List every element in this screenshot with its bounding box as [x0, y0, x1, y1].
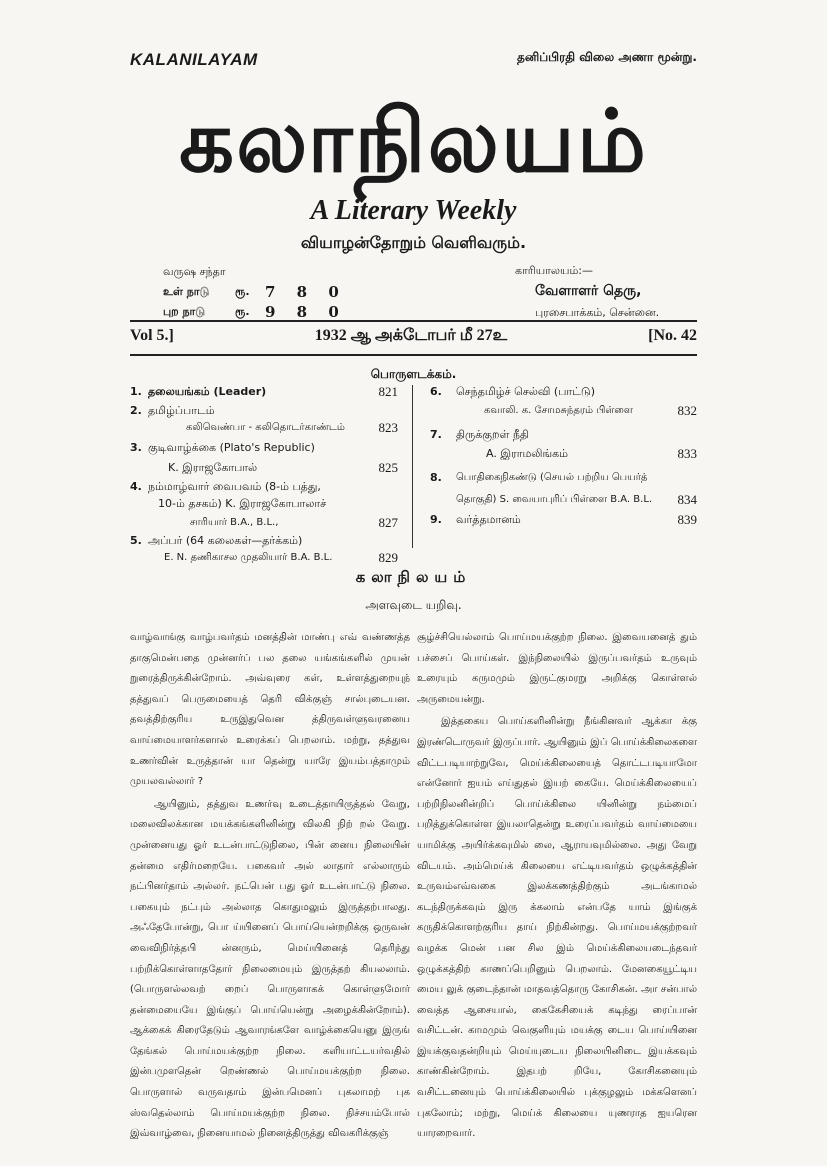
subscription-value: 9 8 0 — [265, 303, 347, 321]
issue-date: 1932 ஆ அக்டோபர் மீ 27உ — [314, 327, 508, 344]
section-title: கலாநிலயம் — [355, 568, 472, 586]
toc-page: 827 — [378, 515, 398, 530]
brand-name: KALANILAYAM — [130, 50, 258, 69]
toc-number: 2. — [130, 404, 142, 417]
toc-text: தலையங்கம் (Leader) — [148, 385, 267, 398]
toc-page: 834 — [677, 492, 697, 507]
article-paragraph: ஆயினும், தத்துவ உணர்வு உடைத்தாயிருத்தல் வேறு, மலைவிலக்கான மயக்கங்களினின்று விலகி நிற் றல் வேறு. முன்னையது ஓர் உடன்பாட்டுநிலை, பின் னைய நிலையின் தன்மை எதிர்மறையே. பகைவர் அல் லாதார் எல்லாரும் நட்பினர்தாம் அல்லர். நட்பென் பது ஓர் உடன்பாட்டு நிலை. பகையும் நட்பும் அல்லாத கொதுமலும் இருத்தற்பாலது. அஃதேபோன்று, பொ ய்யினைப் பொய்யென்றறிக்கு ஒருவன் வைவிநிர்த்தபி ன்னரும், மெய்யினைத் தெரிந்து பற்றிக்கொள்ளாததோர் நிலைமையும் இருத்தற் கியலலாம். (பொருளல்லவற் றைப் பொருளாகக் கொள்ளுமோர் தன்மையையே இங்குப் பொய்யென்று அழைக்கின்றோம்). ஆக்கைக் கிரைதேடும் ஆவாரங்களே வாழ்க்கையெனு இருங் தேங்கல் பொய்மயக்குற்ற நிலை. களியாட்டயர்வதில் இன்பமுளதென் றெண்ணல் பொய்மயக்குற்ற நிலை. பொருளால் வருவதாம் இன்பமெனப் புகலாமற் புக ஸ்வதெல்லாம் பொய்மயக்குற்ற நிலை. நிச்சயம்போல் இவ்வாழ்வை, நினையாமல் நினைத்திருத்து விவகரிக்குஞ் — [130, 798, 410, 1140]
price-note: தனிப்பிரதி விலை அணா மூன்று. — [517, 50, 697, 64]
subscription-row — [163, 302, 347, 322]
subscription-region: புற நாடு — [163, 305, 206, 318]
toc-text: திருக்குறள் நீதி — [456, 428, 529, 441]
subscription-currency: ரூ. — [235, 285, 250, 298]
toc-text: வர்த்தமானம் — [456, 513, 521, 526]
toc-page: 839 — [677, 512, 697, 527]
toc-entry — [430, 511, 697, 528]
office-area: புரசைபாக்கம், சென்னை. — [535, 306, 660, 319]
toc-entry — [130, 383, 400, 400]
toc-entry — [430, 469, 697, 508]
toc-text: அப்பர் (64 கலைகள்—தர்க்கம்) — [148, 534, 303, 547]
issue-volume: Vol 5.] — [130, 327, 174, 344]
office-street: வேளாளர் தெரு, — [535, 283, 642, 299]
toc-text: நம்மாழ்வார் வைபவம் (8-ம் பத்து, — [148, 480, 321, 493]
toc-text: K. இராஜகோபால் — [168, 461, 258, 474]
toc-page: 832 — [677, 403, 697, 418]
article-title: அளவுடை யறிவு. — [365, 598, 462, 612]
toc-number: 1. — [130, 385, 142, 398]
toc-text: சாரியார் B.A., B.L., — [190, 517, 279, 528]
toc-page: 825 — [378, 460, 398, 475]
subscription-currency: ரூ. — [235, 305, 250, 318]
toc-text: கவாலி. க. சோமசுந்தரம் பிள்ளை — [484, 405, 633, 416]
toc-number: 4. — [130, 480, 142, 493]
toc-number: 5. — [130, 534, 142, 547]
article-right-column — [417, 628, 697, 1145]
toc-entry — [130, 439, 400, 476]
toc-page: 821 — [378, 384, 398, 399]
subscription-value: 7 8 0 — [265, 283, 347, 301]
toc-entry — [130, 402, 400, 436]
toc-page: 829 — [378, 550, 398, 565]
subscription-region: உள் நாடு — [163, 285, 210, 298]
masthead-title: கலாநிலயம் — [179, 92, 648, 192]
toc-text: E. N. தணிகாசல முதலியார் B.A. B.L. — [164, 552, 333, 563]
toc-text: பொதிகைநிகண்டு (செயல் பற்றிய பெயர்த் — [456, 472, 648, 483]
article-left-column — [130, 628, 410, 1145]
issue-number: [No. 42 — [648, 327, 697, 344]
toc-number: 8. — [430, 471, 442, 484]
toc-text: கலிவெண்பா - கலிதொடர்காண்டம் — [186, 422, 345, 433]
toc-text: செந்தமிழ்ச் செல்வி (பாட்டு) — [456, 385, 596, 398]
toc-entry — [130, 532, 400, 566]
bottom-rule — [130, 354, 697, 356]
issue-bar — [130, 326, 697, 346]
office-address — [515, 260, 659, 323]
toc-number: 3. — [130, 441, 142, 454]
top-rule — [130, 320, 697, 322]
toc-entry — [430, 383, 697, 419]
toc-number: 7. — [430, 428, 442, 441]
article-paragraph: சூழ்ச்சியெல்லாம் பொய்மயக்குற்ற நிலை. இவையனைத் தும் பச்சைப் பொய்கள். இந்நிலையில் இருப்பவர்தம் உருவும் உரையும் கருமமும் இருட்குமரறு அறிக்கு கொள்ளல் அருமையன்று. — [417, 632, 697, 705]
subscription-label: வருஷ சந்தா — [163, 265, 226, 278]
toc-text: தொகுதி) S. வையாபுரிப் பிள்ளை B.A. B.L. — [456, 494, 653, 505]
masthead-subtitle: A Literary Weekly — [310, 195, 517, 226]
subscription-row — [163, 282, 347, 302]
toc-text: A. இராமலிங்கம் — [486, 447, 569, 460]
article-paragraph: இத்தகைய பொய்களினின்று நீங்கினவர் ஆக்கா க்கு இரண்டொருவர் இருப்பார். ஆயினும் இப் பொய்க்கிலைகளை விட்டபடியாற்றுவே, மெய்க்கிலையைத் தொட்டபடியாமோ என்னோர் ஐயம் எய்துதல் இயற் கையே. மெய்க்கிலையைப் பற்றிநிலனின்றிப் பொய்க்கிலை யினின்று நம்மைப் பறித்துக்கொள்ள இயலாதென்று உரைப்பவர்தம் வாய்மையை யாமிக்கு அயிர்க்கவுமில் லை, ஆராயவுமில்லை. அது வேறு விடயம். அம்மெய்க் கிலையை எட்டியவர்தம் ஒழுக்கத்தின் உருவம்எவ்வகை இலக்கணத்திற்கும் அடங்காமல் கடந்திருக்கவும் இரு க்கலாம் என்பதே யாம் இங்குக் கருதிக்கொளற்குரிய தாய் நிற்கின்றது. பொய்மயக்குற்றவர் வழக்க மென் பன சில இம் மெய்க்கிலையடைந்தவர் ஒழுக்கத்திற் காணப்பெறினும் பெறலாம். மேனகையூட்டிய மைய லுக் குடைந்தான் மாதவத்தொரு கோசிகன். அா சன்பால் வைத்த ஆசையால், கைகேசியைக் கடிந்து ரைப்பான் வசிட்டன். காமமும் வெகுளியும் மயக்கு டைய பொய்யினை இயக்குவதன்றியும் மெய்யுடைய நிலையினிடை இயக்கவும் காண்கின்றோம். இதபற் றியே, கோசிகனையும் வசிட்டனையும் பொய்க்கிலையில் புக்குழலும் மக்களெனப் புகலோம்; மற்று, மெய்க் கிலையை யுணராத ஐயரென யாரறைவார். — [417, 716, 697, 1140]
toc-page: 833 — [677, 446, 697, 461]
toc-left-column — [130, 383, 400, 566]
toc-right-column — [430, 383, 697, 528]
office-label: காரியாலயம்:— — [515, 264, 593, 277]
toc-entry — [130, 478, 400, 531]
toc-number: 9. — [430, 513, 442, 526]
toc-title: பொருளடக்கம். — [370, 367, 457, 381]
toc-divider — [412, 385, 413, 548]
toc-text: தமிழ்ப்பாடம் — [148, 404, 215, 417]
toc-page: 823 — [378, 420, 398, 435]
toc-number: 6. — [430, 385, 442, 398]
subscription-info — [163, 262, 347, 322]
toc-entry — [430, 426, 697, 462]
publication-tagline: வியாழன்தோறும் வெளிவரும். — [300, 233, 527, 252]
toc-text: குடிவாழ்க்கை (Plato's Republic) — [148, 441, 315, 454]
article-paragraph: வாழ்வாங்கு வாழ்பவர்தம் மனத்தின் மாண்பு எவ் வண்ணத்த தாகுமென்பதை முன்னர்ப் பல தலை யங்கங்களில் முயன் றுரைத்திருக்கின்றோம். அவ்வுரை கள், உள்ளத்துறையுந் தத்துவப் பெருமையைத் தெரி விக்குஞ் சால்புடையன. தவத்திற்குரிய உருஇதுவென த்திருவள்ளுவரனைய வாய்மையாளர்களால் உரைக்கப் பெறலாம். மற்று, தத்துவ உணர்வின் உருத்தான் யா தென்று யாரே இயம்பத்தாமும் முயலவல்லார் ? — [130, 632, 410, 788]
toc-text: 10-ம் தசகம்) K. இராஜகோபாலாச் — [158, 497, 327, 510]
